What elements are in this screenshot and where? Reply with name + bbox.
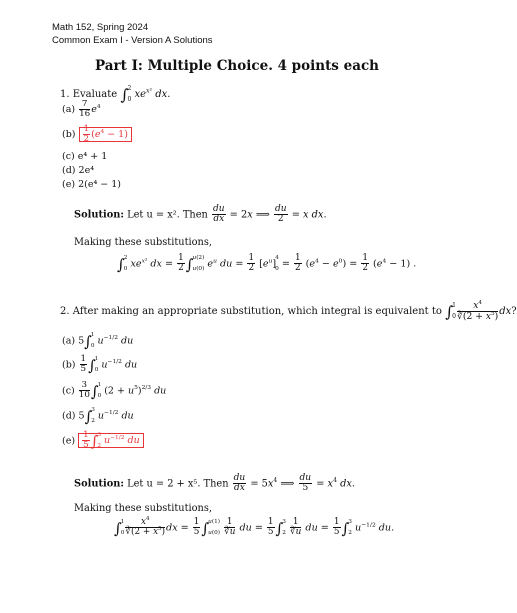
q1-option-d: (d) 2e⁴ xyxy=(62,165,95,176)
q1-option-e: (e) 2(e⁴ − 1) xyxy=(62,179,122,190)
q2-prompt: After making an appropriate substitution, which integral is equivalent to xyxy=(72,305,442,317)
q1-number: 1. xyxy=(60,88,70,100)
course-line: Math 152, Spring 2024 xyxy=(52,22,149,33)
q2-solution-equation: ∫ 1 0 $\frac{x^4}{∛(2 + x^5)}$ dx = $\frac{1}{5}$ ∫ u(1) u(0) $\frac{1}{∛u}$ du = $\frac{1}{5}$ ∫ 3 2 $\frac{1}{∛u}$ du = $\frac{1}{5}$ ∫ 3 2 $u^{-1/2}$ du. xyxy=(114,516,395,538)
q1-option-b: (b) $\frac{1}{2}$ $(e^4 - 1)$ xyxy=(62,125,132,144)
q2-option-c: (c) $\frac{3}{10}$ ∫ 1 0 $(2 + u^5)^{2/3}$ du xyxy=(62,380,167,401)
part-title: Part I: Multiple Choice. 4 points each xyxy=(95,58,379,74)
q2-option-a: (a) 5∫ 1 0 $u^{-1/2}$ du xyxy=(62,332,134,351)
q1-prompt: Evaluate xyxy=(72,88,118,100)
q1-correct-answer: $\frac{1}{2}$ $(e^4 - 1)$ xyxy=(79,127,132,142)
q1-making-line: Making these substitutions, xyxy=(74,237,212,248)
exam-line: Common Exam I - Version A Solutions xyxy=(52,35,213,46)
q1-integral: ∫ 2 0 $xe^{x^2}$ dx. xyxy=(120,85,171,104)
q1-option-a: (a) $\frac{7}{16}$ $e^4$ xyxy=(62,99,101,120)
q2-integral: ∫ 1 0 $\frac{x^4}{∛(2 + x^5)}$ dx? xyxy=(445,300,517,322)
q2-correct-answer: $\frac{1}{5}$ ∫ 3 2 $u^{-1/2}$ du xyxy=(78,433,144,448)
q2-number: 2. xyxy=(60,305,70,317)
q1-solution-equation: ∫ 2 0 $xe^{x^2}$ dx = $\frac{1}{2}$ ∫ u(2) u(0) $e^u$ du = $\frac{1}{2}$ $[e^u]$ 4 0 = $\frac{1}{2}$ $(e^4 - e^0)$ = $\frac{1}{2}$ $(e^4 - 1)$ . xyxy=(117,253,417,274)
q2-making-line: Making these substitutions, xyxy=(74,503,212,514)
q2-option-e: (e) $\frac{1}{5}$ ∫ 3 2 $u^{-1/2}$ du xyxy=(62,430,144,452)
question-2 xyxy=(60,300,517,323)
q1-solution-line: Solution: Let u = x². Then $\frac{du}{dx}$ = 2x ⟹ $\frac{du}{2}$ = x dx. xyxy=(74,204,327,225)
q1-option-c: (c) e⁴ + 1 xyxy=(62,151,108,162)
q2-option-b: (b) $\frac{1}{5}$ ∫ 1 0 $u^{-1/2}$ du xyxy=(62,354,138,375)
q2-option-d: (d) 5∫ 3 2 $u^{-1/2}$ du xyxy=(62,407,134,426)
q2-solution-line: Solution: Let u = 2 + x⁵. Then $\frac{du}{dx}$ = $5x^4$ ⟹ $\frac{du}{5}$ = $x^4$ dx. xyxy=(74,473,355,494)
